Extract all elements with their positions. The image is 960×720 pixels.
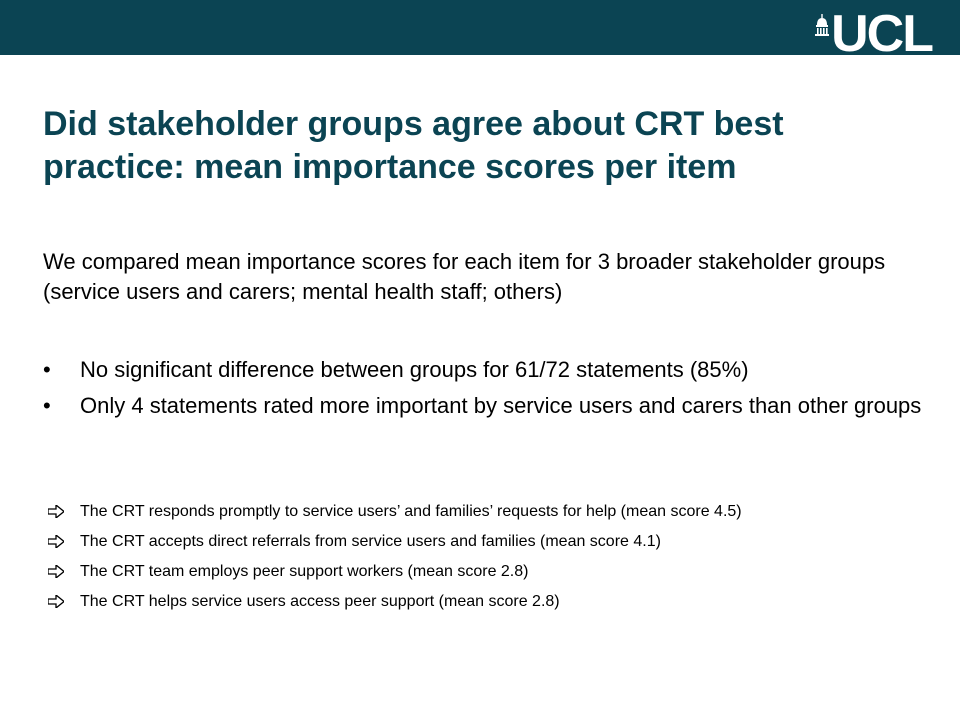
ucl-logo [815,5,932,63]
statement-item [48,500,888,523]
portico-dome-icon [815,14,829,36]
arrow-right-icon [48,535,64,548]
statement-text: The CRT responds promptly to service users’ and families’ requests for help (mean score 4.5) [80,503,742,520]
bullet-icon: • [43,357,51,382]
header-bar [0,0,960,63]
bullet-item [43,391,923,421]
statement-item [48,530,888,553]
intro-paragraph: We compared mean importance scores for each item for 3 broader stakeholder groups (service users and carers; mental health staff; others) [43,249,886,304]
statement-text: The CRT accepts direct referrals from service users and families (mean score 4.1) [80,533,661,550]
statement-item [48,590,888,613]
logo-text: UCL [831,5,932,63]
arrow-right-icon [48,595,64,608]
statement-text: The CRT helps service users access peer support (mean score 2.8) [80,593,560,610]
statement-text: The CRT team employs peer support workers (mean score 2.8) [80,563,529,580]
bullet-text: No significant difference between groups for 61/72 statements (85%) [80,357,749,382]
statement-item [48,560,888,583]
bullet-text: Only 4 statements rated more important by service users and carers than other groups [80,393,922,418]
bullet-icon: • [43,393,51,418]
arrow-right-icon [48,565,64,578]
arrow-right-icon [48,505,64,518]
slide-title: Did stakeholder groups agree about CRT best practice: mean importance scores per item [43,105,784,186]
bullet-item [43,355,923,385]
statement-list [48,500,888,620]
bullet-list [43,355,923,427]
